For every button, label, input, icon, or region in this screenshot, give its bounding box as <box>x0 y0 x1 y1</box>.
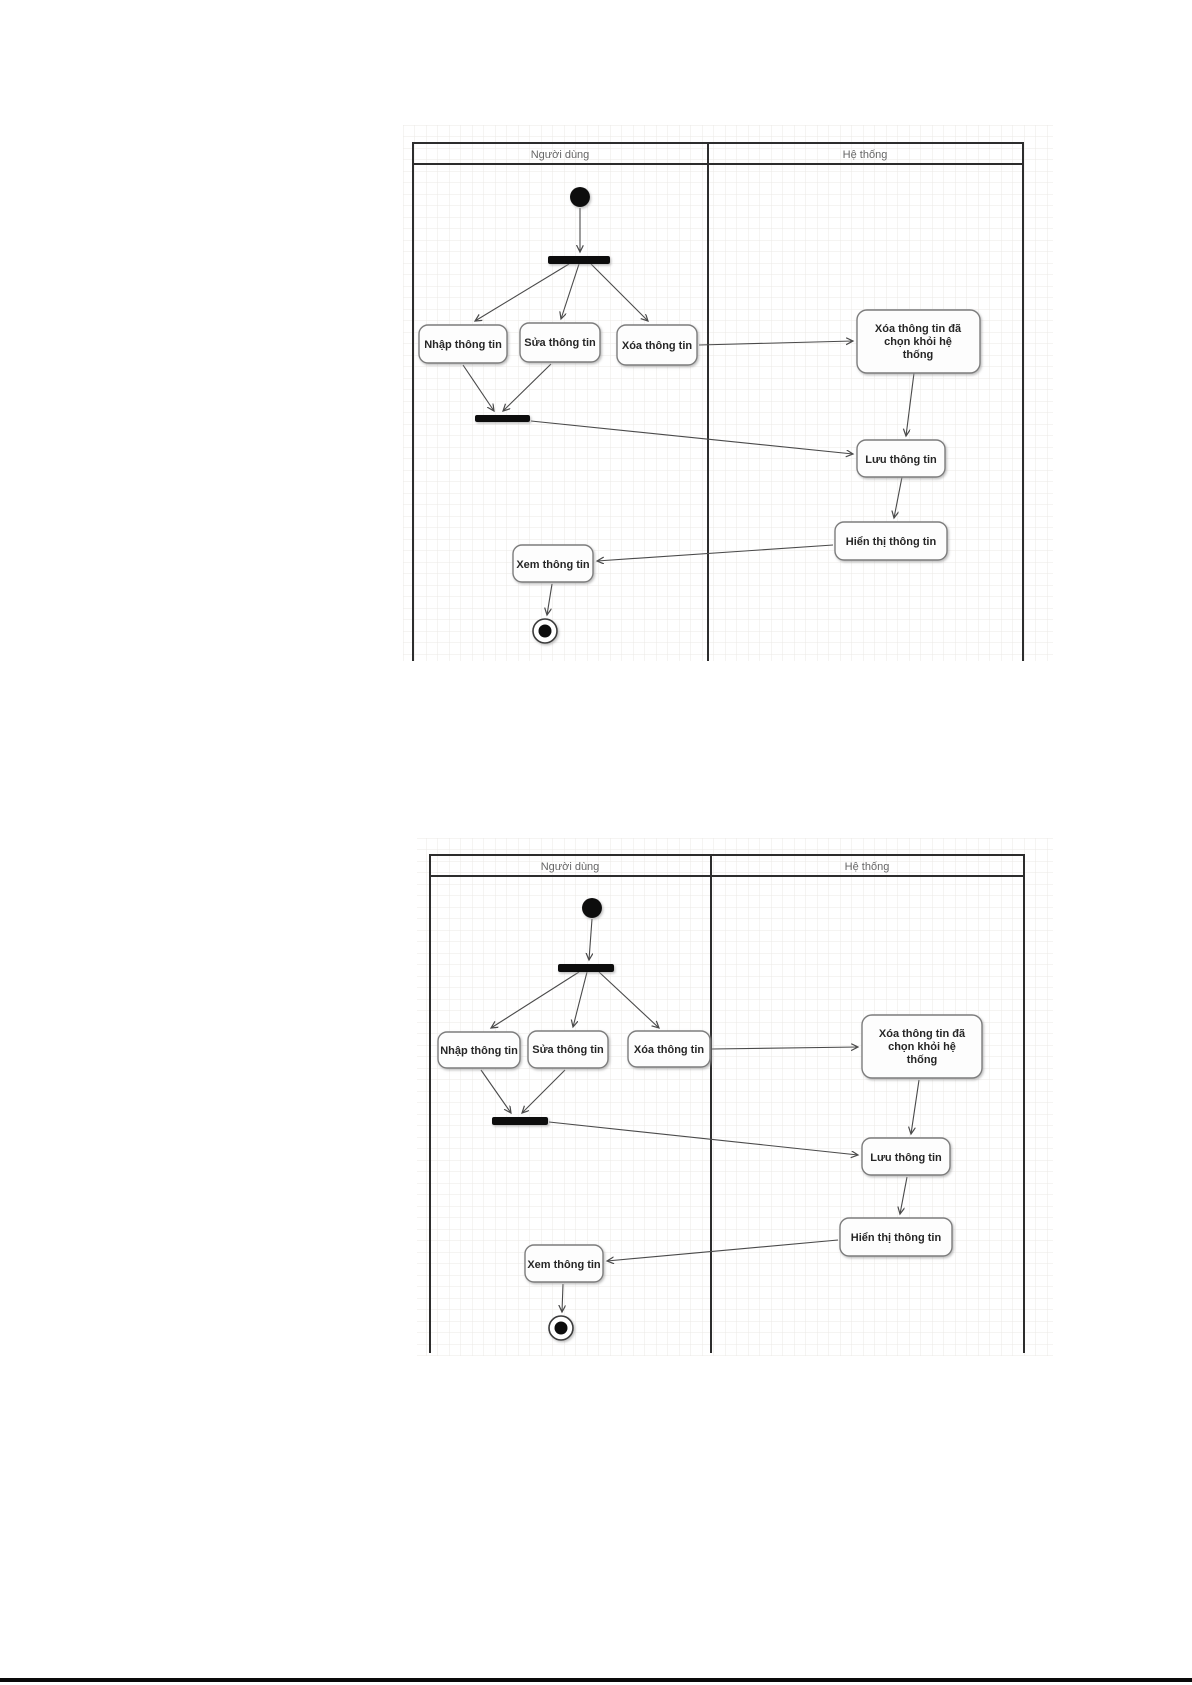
lane-header-nguoi-dung: Người dùng <box>540 861 600 873</box>
activity-label: Lưu thông tin <box>865 454 937 466</box>
activity-nhap-thong-tin <box>438 1032 520 1068</box>
activity-sua-thong-tin <box>520 323 600 362</box>
initial-node <box>570 187 590 207</box>
activity-xoa-thong-tin-da-chon-khoi-he-thong <box>862 1015 982 1078</box>
grid-background <box>403 125 1053 661</box>
final-node <box>549 1316 573 1340</box>
activity-label-line-1: Xóa thông tin đã <box>878 1028 966 1040</box>
activity-label: Hiển thị thông tin <box>850 1232 942 1244</box>
activity-label-line-2: chọn khỏi hệ <box>888 1041 956 1053</box>
activity-label-line-3: thống <box>902 349 934 361</box>
activity-label: Nhập thông tin <box>424 339 502 351</box>
grid-background <box>417 838 1053 1356</box>
lane-header-he-thong: Hệ thống <box>844 861 890 873</box>
activity-xoa-thong-tin-da-chon-khoi-he-thong <box>857 310 980 373</box>
activity-luu-thong-tin <box>862 1138 950 1175</box>
activity-nhap-thong-tin <box>419 325 507 363</box>
activity-diagram-2 <box>403 838 1053 1356</box>
activity-label: Xóa thông tin <box>633 1044 705 1056</box>
activity-label: Sửa thông tin <box>532 1044 604 1056</box>
activity-label: Hiển thị thông tin <box>845 536 937 548</box>
activity-xoa-thong-tin <box>628 1031 710 1067</box>
fork-bar <box>558 964 614 972</box>
activity-hien-thi-thong-tin <box>840 1218 952 1256</box>
activity-luu-thong-tin <box>857 440 945 477</box>
lane-header-nguoi-dung: Người dùng <box>530 149 590 161</box>
activity-xem-thong-tin <box>513 545 593 582</box>
final-node <box>533 619 557 643</box>
page-bottom-border <box>0 1678 1192 1682</box>
fork-bar <box>548 256 610 264</box>
activity-label-line-1: Xóa thông tin đã <box>874 323 962 335</box>
activity-label-line-3: thống <box>906 1054 938 1066</box>
activity-sua-thong-tin <box>528 1031 608 1068</box>
activity-label: Xóa thông tin <box>621 340 693 352</box>
initial-node <box>582 898 602 918</box>
activity-label-line-2: chọn khỏi hệ <box>884 336 952 348</box>
activity-hien-thi-thong-tin <box>835 522 947 560</box>
activity-label: Xem thông tin <box>516 559 590 571</box>
activity-label: Sửa thông tin <box>524 337 596 349</box>
lane-header-he-thong: Hệ thống <box>842 149 888 161</box>
join-bar <box>492 1117 548 1125</box>
activity-diagram-1 <box>403 125 1053 661</box>
activity-label: Lưu thông tin <box>870 1152 942 1164</box>
activity-label: Nhập thông tin <box>440 1045 518 1057</box>
activity-xoa-thong-tin <box>617 325 697 365</box>
join-bar <box>475 415 530 422</box>
activity-xem-thong-tin <box>525 1245 603 1282</box>
activity-label: Xem thông tin <box>527 1259 601 1271</box>
